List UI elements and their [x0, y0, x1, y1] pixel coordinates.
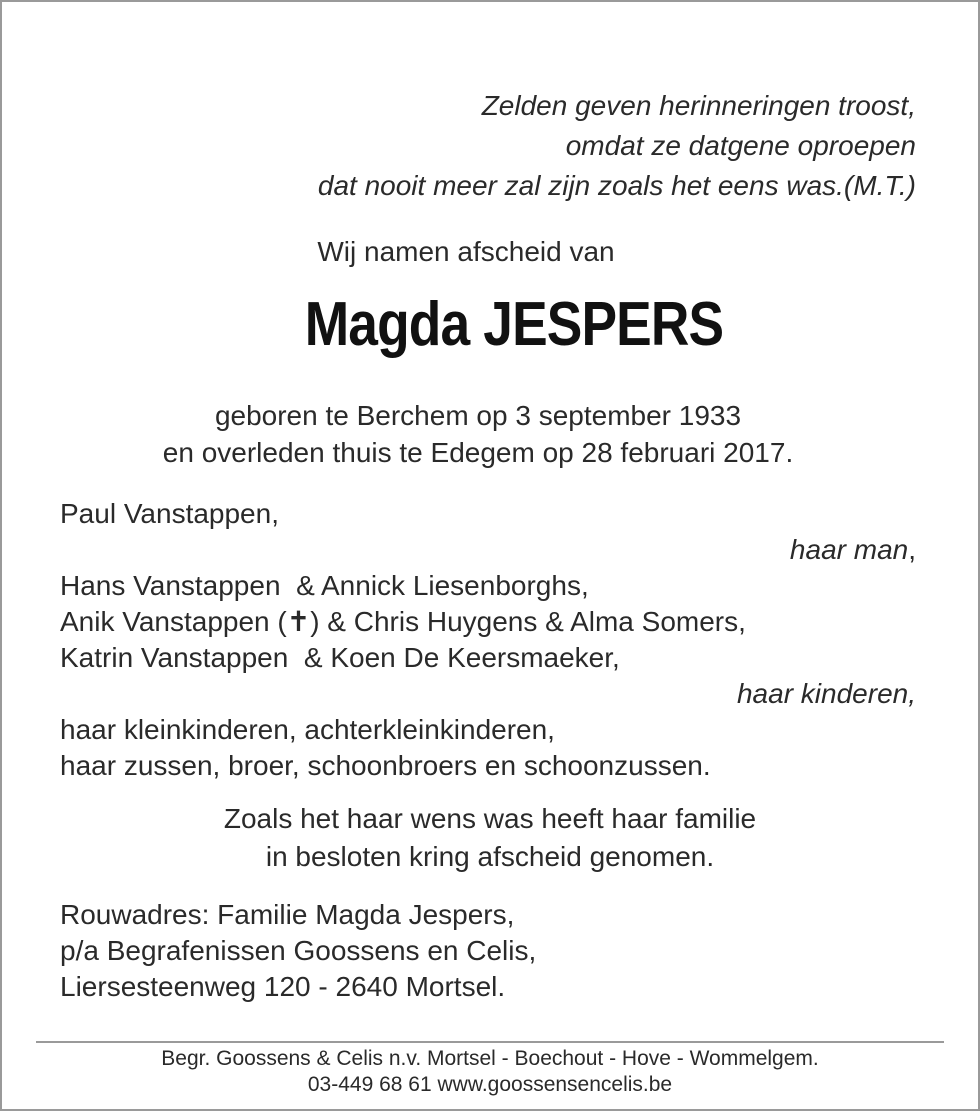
children-role: haar kinderen,: [736, 678, 916, 709]
husband-role-comma: ,: [908, 534, 916, 565]
wish-line: in besloten kring afscheid genomen.: [265, 841, 715, 872]
undertaker-footer: [0, 1046, 980, 1098]
husband-name: Paul Vanstappen,: [60, 498, 279, 529]
death-line: en overleden thuis te Edegem op 28 februari 2017.: [162, 437, 794, 468]
address-line: Liersesteenweg 120 - 2640 Mortsel.: [60, 971, 506, 1002]
memorial-quote: [318, 86, 916, 206]
footer-contact: 03-449 68 61 www.goossensencelis.be: [307, 1073, 673, 1096]
farewell-intro: Wij namen afscheid van: [317, 236, 615, 267]
birth-death-info: [0, 397, 968, 471]
funeral-wish: [0, 800, 980, 876]
grandchildren-line: haar kleinkinderen, achterkleinkinderen,: [60, 714, 555, 745]
quote-line: omdat ze datgene oproepen: [565, 130, 916, 161]
child-line: Anik Vanstappen (✝) & Chris Huygens & Alma Somers,: [60, 606, 746, 637]
footer-divider: [36, 1041, 944, 1043]
quote-line: dat nooit meer zal zijn zoals het eens was.(M.T.): [317, 170, 916, 201]
quote-line: Zelden geven herinneringen troost,: [481, 90, 916, 121]
footer-company: Begr. Goossens & Celis n.v. Mortsel - Boechout - Hove - Wommelgem.: [161, 1047, 819, 1070]
siblings-line: haar zussen, broer, schoonbroers en schoonzussen.: [60, 750, 711, 781]
child-line: Hans Vanstappen & Annick Liesenborghs,: [60, 570, 589, 601]
deceased-name: Magda JESPERS: [304, 290, 724, 359]
wish-line: Zoals het haar wens was heeft haar familie: [223, 803, 757, 834]
address-line: Rouwadres: Familie Magda Jespers,: [60, 899, 515, 930]
husband-role: [60, 532, 916, 568]
husband-role-text: haar man: [789, 534, 909, 565]
family-list: [60, 496, 916, 784]
birth-line: geboren te Berchem op 3 september 1933: [214, 400, 742, 431]
address-line: p/a Begrafenissen Goossens en Celis,: [60, 935, 537, 966]
child-line: Katrin Vanstappen & Koen De Keersmaeker,: [60, 642, 620, 673]
mourning-address: [60, 897, 536, 1005]
